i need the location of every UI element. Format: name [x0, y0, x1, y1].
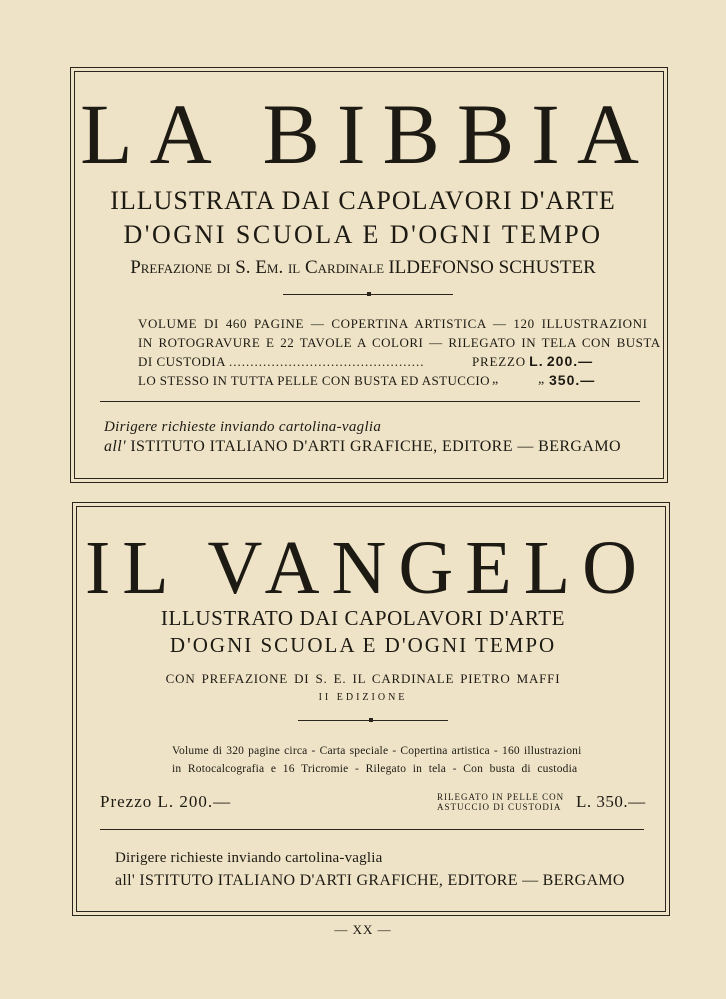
bibbia-title: LA BIBBIA [80, 86, 656, 182]
bibbia-details-4: LO STESSO IN TUTTA PELLE CON BUSTA ED ASTUCCIO [138, 373, 490, 388]
bibbia-order-2 [104, 438, 621, 456]
bibbia-price-label: PREZZO [472, 354, 526, 369]
bibbia-order-publisher: ISTITUTO ITALIANO D'ARTI GRAFICHE, EDITORE — BERGAMO [130, 438, 621, 455]
bibbia-order-prefix: all' [104, 438, 126, 455]
vangelo-ornament-dot [369, 718, 373, 722]
bibbia-price-1 [472, 353, 593, 370]
bibbia-price-2: 350.— [549, 372, 596, 388]
page-number: — XX — [334, 922, 392, 937]
vangelo-order-2: all' ISTITUTO ITALIANO D'ARTI GRAFICHE, EDITORE — BERGAMO [115, 872, 625, 889]
vangelo-price-left: Prezzo L. 200.— [100, 792, 232, 811]
vangelo-subtitle-1: ILLUSTRATO DAI CAPOLAVORI D'ARTE [160, 606, 566, 630]
vangelo-price-right-line-2: ASTUCCIO DI CUSTODIA [437, 802, 562, 812]
bibbia-ditto-1: „ [492, 372, 499, 387]
vangelo-divider [100, 829, 644, 830]
bibbia-ornament-dot [367, 292, 371, 296]
bibbia-preface [0, 256, 726, 280]
bibbia-custodia-label: DI CUSTODIA [138, 354, 226, 369]
vangelo-order-1: Dirigere richieste inviando cartolina-vaglia [115, 850, 383, 866]
vangelo-preface: CON PREFAZIONE DI S. E. IL CARDINALE PIETRO MAFFI [165, 671, 561, 686]
bibbia-price-1-currency: L. [529, 353, 544, 369]
bibbia-subtitle-2: D'OGNI SCUOLA E D'OGNI TEMPO [123, 220, 603, 249]
bibbia-dot-leader: .............................................. [229, 354, 425, 369]
bibbia-details-2: IN ROTOGRAVURE E 22 TAVOLE A COLORI — RILEGATO IN TELA CON BUSTA [138, 335, 661, 350]
bibbia-divider [100, 401, 640, 402]
bibbia-price-1-value: 200.— [546, 353, 594, 369]
vangelo-details-2: in Rotocalcografia e 16 Tricromie - Rilegato in tela - Con busta di custodia [172, 763, 578, 775]
bibbia-details-1: VOLUME DI 460 PAGINE — COPERTINA ARTISTICA — 120 ILLUSTRAZIONI [138, 316, 648, 331]
bibbia-ditto-2: „ [538, 372, 545, 387]
vangelo-price-right-value: L. 350.— [576, 792, 646, 811]
vangelo-title: IL VANGELO [84, 526, 649, 610]
bibbia-preface-name: ILDEFONSO SCHUSTER [388, 257, 596, 278]
vangelo-price-right-line-1: RILEGATO IN PELLE CON [437, 792, 565, 802]
vangelo-price-right-caption [437, 792, 564, 812]
vangelo-edition: II EDIZIONE [318, 692, 408, 703]
bibbia-subtitle-1: ILLUSTRATA DAI CAPOLAVORI D'ARTE [110, 186, 616, 215]
bibbia-preface-prefix: Prefazione di S. Em. il Cardinale [130, 257, 385, 278]
vangelo-ornament-rule [298, 720, 448, 721]
vangelo-details-1: Volume di 320 pagine circa - Carta speciale - Copertina artistica - 160 illustrazioni [172, 745, 582, 757]
vangelo-subtitle-2: D'OGNI SCUOLA E D'OGNI TEMPO [169, 633, 557, 657]
bibbia-order-1: Dirigere richieste inviando cartolina-vaglia [104, 419, 382, 435]
